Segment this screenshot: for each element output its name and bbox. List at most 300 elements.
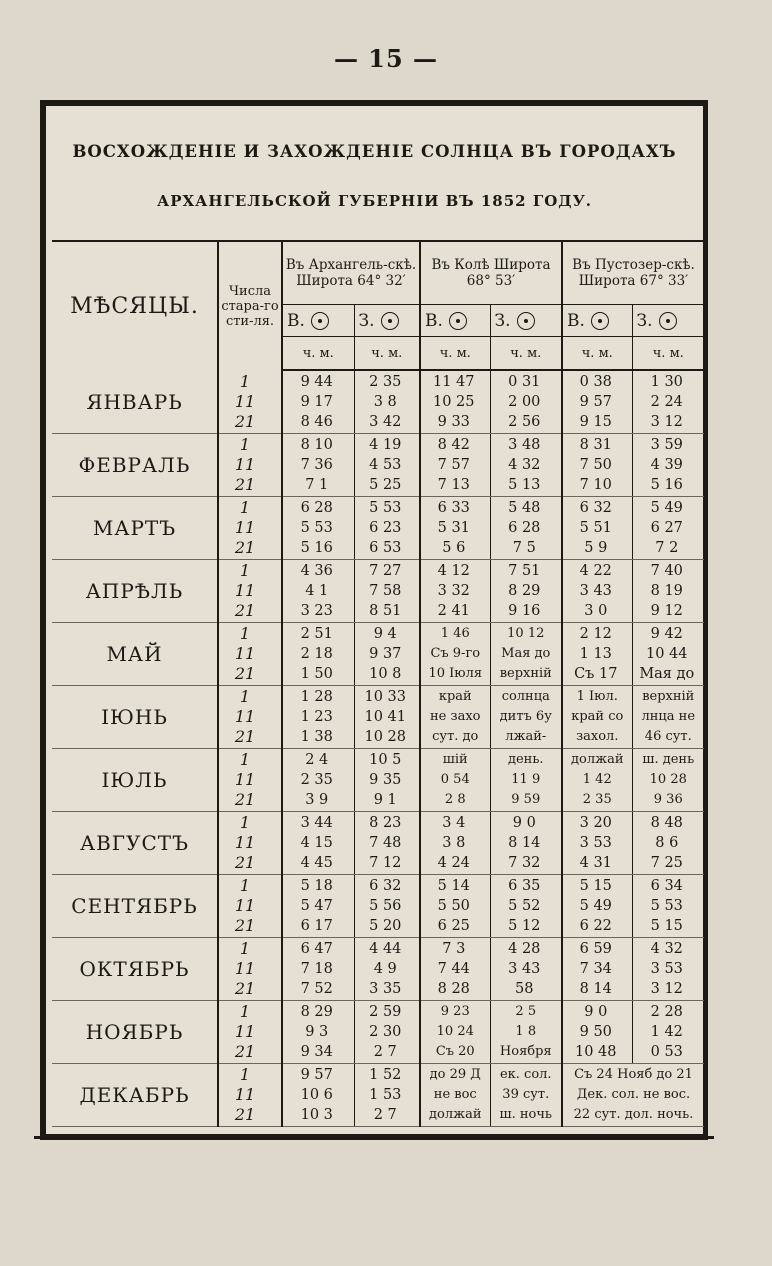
kola-rise-line: 10 25 [433,394,475,410]
day-numbers-line: 21 [234,538,256,557]
kola-rise-line: 4 12 [437,563,470,579]
arkhangelsk-rise-line: 1 28 [300,689,333,705]
pustozersk-rise-line: 5 51 [579,520,612,536]
month-name: АПРѢЛЬ [52,560,218,623]
day-numbers-line: 11 [234,896,256,915]
kola-note-line: 10 24 [436,1024,474,1039]
day-numbers-line: 21 [234,411,256,431]
pustozersk-note [562,1064,704,1127]
kola-note-line: 10 12 [507,626,545,641]
pustozersk-rise [562,623,632,686]
arkhangelsk-set [354,434,420,497]
pustozersk-set-line: 9 42 [650,626,683,642]
arkhangelsk-set-line: 6 53 [369,540,402,556]
arkhangelsk-rise [282,812,354,875]
header-set: З. [354,305,420,337]
kola-note-line: сут. до [432,729,479,744]
day-numbers-line: 21 [234,601,256,620]
arkhangelsk-rise-line: 1 38 [300,729,333,745]
day-numbers-line: 1 [239,624,251,643]
header-units: ч. м. [354,337,420,371]
kola-note-line: ш. ночь [499,1107,553,1122]
arkhangelsk-rise-line: 8 46 [300,414,333,430]
day-numbers-line: 1 [239,1002,251,1021]
kola-note-line: дитъ 6у [499,709,552,724]
bottom-rule [34,1136,714,1139]
arkhangelsk-rise-line: 9 44 [300,374,333,390]
kola-set-line: 2 56 [508,414,541,430]
kola-set-line: 5 52 [508,898,541,914]
arkhangelsk-rise-line: 5 16 [300,540,333,556]
arkhangelsk-set-line: 2 59 [369,1004,402,1020]
pustozersk-set-line: 7 2 [655,540,679,556]
pustozersk-set-line: 2 28 [650,1004,683,1020]
kola-set-line: 5 13 [508,477,541,493]
arkhangelsk-set-line: 6 32 [369,878,402,894]
day-numbers-line: 1 [239,876,251,895]
header-city-arkhangelsk: Въ Архангель-скѣ. Широта 64° 32′ [282,241,420,305]
day-numbers-line: 1 [239,371,251,391]
kola-set-line: 8 29 [508,583,541,599]
table-title: ВОСХОЖДЕНІЕ И ЗАХОЖДЕНІЕ СОЛНЦА ВЪ ГОРОДАХЪ [72,142,677,161]
pustozersk-note [632,749,704,812]
arkhangelsk-rise [282,875,354,938]
pustozersk-note-line: 2 35 [582,792,612,807]
kola-rise-line: 4 24 [437,855,470,871]
pustozersk-set-line: 3 59 [650,437,683,453]
kola-set [490,875,562,938]
kola-note [490,749,562,812]
kola-set [490,434,562,497]
arkhangelsk-set [354,370,420,434]
pustozersk-rise-line: 5 15 [579,878,612,894]
kola-note-line: 39 сут. [502,1087,550,1102]
arkhangelsk-set-line: 7 58 [369,583,402,599]
pustozersk-rise [562,434,632,497]
day-numbers-line: 21 [234,475,256,494]
kola-set [490,497,562,560]
kola-note-line: до 29 Д [429,1067,481,1082]
pustozersk-note-line: должай [571,752,624,767]
arkhangelsk-set-line: 10 33 [364,689,407,705]
pustozersk-set-line: 8 19 [650,583,683,599]
arkhangelsk-set [354,749,420,812]
arkhangelsk-rise [282,370,354,434]
kola-rise-line: 6 25 [437,918,470,934]
kola-note-line: Съ 9-го [430,646,481,661]
pustozersk-set [632,623,704,686]
header-city-kola: Въ Колѣ Широта 68° 53′ [420,241,562,305]
arkhangelsk-rise-line: 8 29 [300,1004,333,1020]
arkhangelsk-rise [282,938,354,1001]
pustozersk-set [632,875,704,938]
arkhangelsk-set-line: 7 12 [369,855,402,871]
pustozersk-rise-line: 1 13 [579,646,612,662]
table-row [52,434,704,497]
pustozersk-note-line: 1 Іюл. [576,689,618,704]
month-name: ДЕКАБРЬ [52,1064,218,1127]
kola-set [490,560,562,623]
arkhangelsk-rise-line: 3 44 [300,815,333,831]
sun-symbol-icon [659,312,677,330]
day-numbers [218,560,282,623]
pustozersk-note [562,749,632,812]
table-row [52,623,704,686]
kola-rise-line: 5 14 [437,878,470,894]
pustozersk-set [632,370,704,434]
day-numbers [218,434,282,497]
kola-set-line: 8 14 [508,835,541,851]
day-numbers-line: 21 [234,853,256,872]
arkhangelsk-set-line: 8 23 [369,815,402,831]
day-numbers-line: 11 [234,959,256,978]
page-number: — 15 — [333,44,439,73]
pustozersk-set-line: 3 53 [650,961,683,977]
month-name: ФЕВРАЛЬ [52,434,218,497]
arkhangelsk-set-line: 5 53 [369,500,402,516]
kola-set-line: 5 12 [508,918,541,934]
arkhangelsk-set-line: 2 30 [369,1024,402,1040]
kola-set-line: 9 0 [512,815,536,831]
arkhangelsk-set-line: 3 35 [369,981,402,997]
day-numbers-line: 1 [239,939,251,958]
arkhangelsk-set [354,875,420,938]
pustozersk-rise-line: 8 31 [579,437,612,453]
arkhangelsk-rise-line: 3 23 [300,603,333,619]
arkhangelsk-set-line: 6 23 [369,520,402,536]
arkhangelsk-rise-line: 1 50 [300,666,333,682]
pustozersk-set [632,434,704,497]
pustozersk-note-line: 22 сут. дол. ночь. [573,1107,694,1122]
pustozersk-set-line: 6 27 [650,520,683,536]
pustozersk-rise [562,497,632,560]
pustozersk-set-line: 5 53 [650,898,683,914]
arkhangelsk-set-line: 4 44 [369,941,402,957]
kola-note-line: 2 8 [444,792,466,807]
kola-note-line: 11 9 [511,772,541,787]
day-numbers-line: 11 [234,707,256,726]
month-name: АВГУСТЪ [52,812,218,875]
kola-set-line: 9 16 [508,603,541,619]
month-name: ІЮЛЬ [52,749,218,812]
pustozersk-rise-line: 7 34 [579,961,612,977]
arkhangelsk-set-line: 2 35 [369,374,402,390]
pustozersk-rise-line: 3 53 [579,835,612,851]
arkhangelsk-rise [282,560,354,623]
pustozersk-set-line: 7 25 [650,855,683,871]
arkhangelsk-set-line: 1 52 [369,1067,402,1083]
kola-note-line: солнца [501,689,550,704]
pustozersk-set-line: 9 12 [650,603,683,619]
kola-note-line: Мая до [501,646,551,661]
header-rise: В. [562,305,632,337]
arkhangelsk-rise-line: 7 18 [300,961,333,977]
pustozersk-set-line: 8 48 [650,815,683,831]
arkhangelsk-rise-line: 7 36 [300,457,333,473]
kola-set-line: 4 28 [508,941,541,957]
sun-symbol-icon [381,312,399,330]
pustozersk-set-line: 3 12 [650,414,683,430]
pustozersk-set-line: 3 12 [650,981,683,997]
arkhangelsk-rise [282,1064,354,1127]
kola-rise-line: 5 6 [442,540,466,556]
pustozersk-rise [562,370,632,434]
kola-rise-line: 11 47 [433,374,475,390]
kola-note-line: 1 46 [440,626,470,641]
arkhangelsk-rise-line: 10 3 [300,1107,333,1123]
arkhangelsk-rise [282,1001,354,1064]
day-numbers-line: 21 [234,1105,256,1124]
kola-rise [420,370,490,434]
kola-rise-line: 5 50 [437,898,470,914]
pustozersk-rise [562,1001,632,1064]
kola-note [420,623,490,686]
pustozersk-rise-line: 9 15 [579,414,612,430]
pustozersk-note-line: 1 42 [582,772,612,787]
pustozersk-note-line: край со [571,709,624,724]
table-row [52,370,704,434]
kola-set-line: 2 00 [508,394,541,410]
header-set: З. [632,305,704,337]
arkhangelsk-set [354,1064,420,1127]
arkhangelsk-set [354,812,420,875]
kola-rise-line: 3 32 [437,583,470,599]
pustozersk-note [562,686,632,749]
table-row [52,812,704,875]
table-row [52,749,704,812]
arkhangelsk-set-line: 5 20 [369,918,402,934]
day-numbers [218,875,282,938]
arkhangelsk-rise-line: 9 3 [305,1024,329,1040]
pustozersk-note-line: 46 сут. [644,729,692,744]
kola-note [490,623,562,686]
arkhangelsk-set [354,497,420,560]
pustozersk-rise-line: 7 50 [579,457,612,473]
kola-rise-line: 7 57 [437,457,470,473]
pustozersk-set-line: 2 24 [650,394,683,410]
kola-note-line: Ноября [499,1044,552,1059]
pustozersk-set-line: 4 39 [650,457,683,473]
kola-set-line: 5 48 [508,500,541,516]
kola-set [490,370,562,434]
arkhangelsk-set-line: 7 27 [369,563,402,579]
day-numbers-line: 1 [239,813,251,832]
day-numbers [218,938,282,1001]
day-numbers-line: 1 [239,561,251,580]
arkhangelsk-rise-line: 10 6 [300,1087,333,1103]
arkhangelsk-set-line: 9 35 [369,772,402,788]
pustozersk-rise-line: 3 0 [584,603,608,619]
kola-note-line: ек. сол. [499,1067,552,1082]
arkhangelsk-set-line: 2 7 [373,1044,397,1060]
sunrise-sunset-table [52,240,704,1127]
arkhangelsk-set-line: 4 9 [373,961,397,977]
day-numbers-line: 11 [234,391,256,411]
kola-set-line: 0 31 [508,374,541,390]
kola-note-line: 9 59 [511,792,541,807]
day-numbers-line: 21 [234,979,256,998]
kola-note [490,1001,562,1064]
arkhangelsk-rise-line: 6 28 [300,500,333,516]
kola-rise [420,434,490,497]
pustozersk-note-line: захол. [576,729,619,744]
arkhangelsk-rise-line: 4 1 [305,583,329,599]
header-units: ч. м. [562,337,632,371]
pustozersk-note-line: Дек. сол. не вос. [576,1087,691,1102]
header-units: ч. м. [632,337,704,371]
arkhangelsk-rise-line: 5 47 [300,898,333,914]
pustozersk-rise [562,938,632,1001]
pustozersk-note-line: лнца не [641,709,696,724]
table-row [52,1001,704,1064]
kola-rise [420,497,490,560]
arkhangelsk-rise-line: 8 10 [300,437,333,453]
arkhangelsk-set-line: 4 53 [369,457,402,473]
kola-rise-line: 2 41 [437,603,470,619]
pustozersk-rise-line: 5 9 [584,540,608,556]
arkhangelsk-rise-line: 1 23 [300,709,333,725]
arkhangelsk-set-line: 8 51 [369,603,402,619]
month-name: СЕНТЯБРЬ [52,875,218,938]
day-numbers [218,1001,282,1064]
header-dates: Числа стара-го сти-ля. [218,241,282,370]
pustozersk-rise-line: 9 50 [579,1024,612,1040]
pustozersk-rise-line: 6 59 [579,941,612,957]
arkhangelsk-rise-line: 7 1 [305,477,329,493]
month-name: ОКТЯБРЬ [52,938,218,1001]
arkhangelsk-rise [282,686,354,749]
arkhangelsk-rise-line: 6 47 [300,941,333,957]
arkhangelsk-rise-line: 6 17 [300,918,333,934]
kola-note [420,686,490,749]
arkhangelsk-rise-line: 2 35 [300,772,333,788]
day-numbers-line: 1 [239,750,251,769]
kola-note [490,1064,562,1127]
kola-note-line: 0 54 [440,772,470,787]
pustozersk-rise [562,812,632,875]
pustozersk-rise-line: Съ 17 [574,666,618,682]
table-row [52,1064,704,1127]
kola-set-line: 4 32 [508,457,541,473]
kola-set-line: 3 48 [508,437,541,453]
arkhangelsk-set-line: 10 41 [364,709,407,725]
kola-rise [420,938,490,1001]
pustozersk-set [632,812,704,875]
arkhangelsk-rise-line: 2 18 [300,646,333,662]
kola-set [490,812,562,875]
pustozersk-rise-line: 4 31 [579,855,612,871]
kola-note-line: 1 8 [515,1024,537,1039]
day-numbers-line: 11 [234,581,256,600]
table-subtitle: АРХАНГЕЛЬСКОЙ ГУБЕРНІИ ВЪ 1852 ГОДУ. [156,192,593,210]
arkhangelsk-rise [282,749,354,812]
pustozersk-rise-line: 7 10 [579,477,612,493]
kola-set-line: 7 32 [508,855,541,871]
header-units: ч. м. [490,337,562,371]
pustozersk-set [632,938,704,1001]
day-numbers-line: 11 [234,518,256,537]
pustozersk-note-line: 9 36 [653,792,683,807]
day-numbers-line: 11 [234,644,256,663]
arkhangelsk-set-line: 10 5 [369,752,402,768]
day-numbers [218,749,282,812]
kola-set-line: 6 35 [508,878,541,894]
kola-set-line: 7 5 [512,540,536,556]
arkhangelsk-rise [282,434,354,497]
month-name: МАРТЪ [52,497,218,560]
pustozersk-note-line: ш. день [642,752,695,767]
arkhangelsk-set-line: 9 1 [373,792,397,808]
pustozersk-note-line: 10 28 [649,772,687,787]
arkhangelsk-set-line: 10 28 [364,729,407,745]
pustozersk-rise-line: 9 57 [579,394,612,410]
day-numbers-line: 21 [234,1042,256,1061]
pustozersk-set [632,1001,704,1064]
header-units: ч. м. [282,337,354,371]
pustozersk-set-line: 0 53 [650,1044,683,1060]
kola-note-line: 2 5 [515,1004,537,1019]
day-numbers-line: 11 [234,833,256,852]
table-row [52,875,704,938]
arkhangelsk-set-line: 1 53 [369,1087,402,1103]
arkhangelsk-set-line: 7 48 [369,835,402,851]
kola-note [420,1064,490,1127]
kola-rise-line: 5 31 [437,520,470,536]
kola-rise-line: 7 3 [442,941,466,957]
table-frame [40,100,708,1140]
pustozersk-rise-line: 8 14 [579,981,612,997]
header-months: МѢСЯЦЫ. [52,241,218,370]
day-numbers [218,370,282,434]
pustozersk-note-line: верхній [642,689,695,704]
arkhangelsk-set [354,623,420,686]
pustozersk-rise-line: 9 0 [584,1004,608,1020]
pustozersk-set [632,560,704,623]
table-row [52,497,704,560]
arkhangelsk-set-line: 10 8 [369,666,402,682]
pustozersk-rise-line: 10 48 [575,1044,617,1060]
arkhangelsk-set-line: 9 4 [373,626,397,642]
pustozersk-set-line: 5 15 [650,918,683,934]
arkhangelsk-rise-line: 4 15 [300,835,333,851]
table-row [52,938,704,1001]
sun-symbol-icon [449,312,467,330]
kola-note-line: должай [429,1107,482,1122]
kola-rise [420,875,490,938]
arkhangelsk-set [354,1001,420,1064]
pustozersk-set-line: 7 40 [650,563,683,579]
day-numbers-line: 1 [239,1065,251,1084]
day-numbers-line: 11 [234,1085,256,1104]
arkhangelsk-set-line: 5 25 [369,477,402,493]
kola-set [490,938,562,1001]
day-numbers-line: 21 [234,727,256,746]
pustozersk-rise [562,560,632,623]
day-numbers [218,686,282,749]
kola-set-line: 3 43 [508,961,541,977]
header-units: ч. м. [420,337,490,371]
pustozersk-rise-line: 0 38 [579,374,612,390]
arkhangelsk-rise-line: 4 36 [300,563,333,579]
day-numbers [218,497,282,560]
kola-rise-line: 7 13 [437,477,470,493]
month-name: ІЮНЬ [52,686,218,749]
day-numbers [218,812,282,875]
pustozersk-rise-line: 3 43 [579,583,612,599]
arkhangelsk-rise [282,497,354,560]
arkhangelsk-set-line: 9 37 [369,646,402,662]
month-name: МАЙ [52,623,218,686]
